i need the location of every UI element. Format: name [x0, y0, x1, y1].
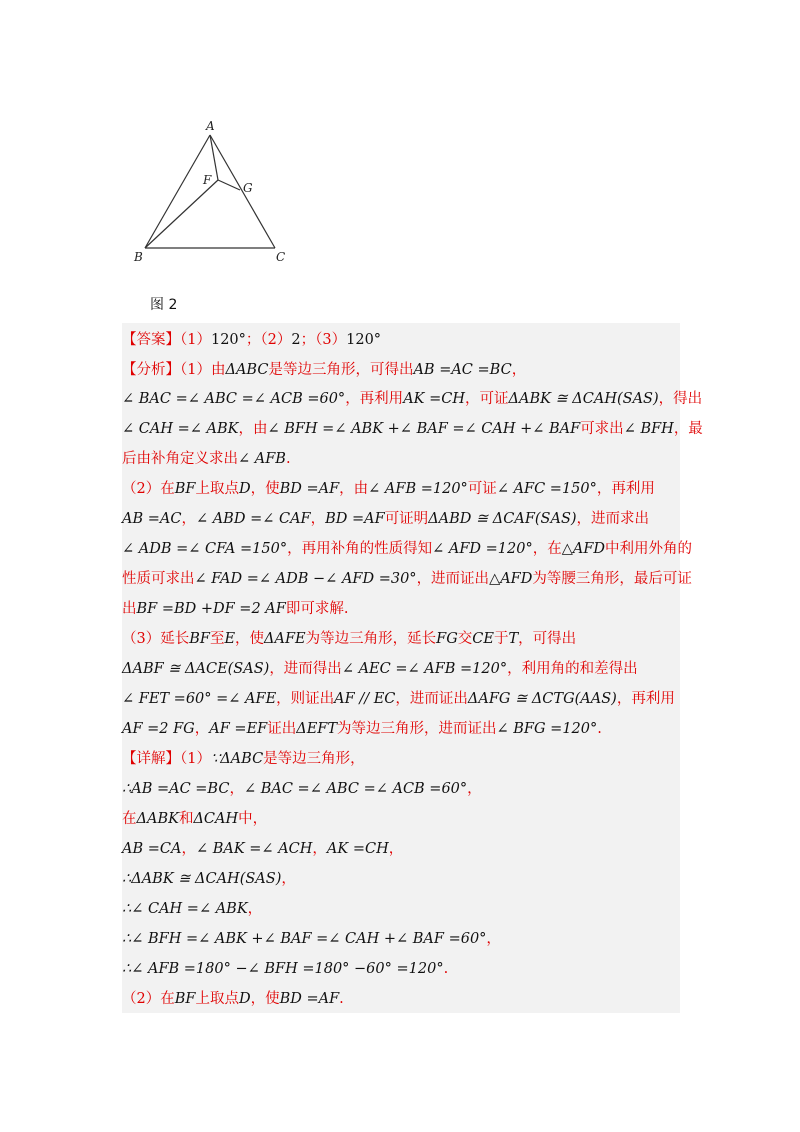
point-label-f: F: [203, 173, 212, 187]
text-run: 性质可求出: [122, 571, 195, 587]
text-run: 【答案】（1）: [122, 332, 211, 348]
text-run: 于: [493, 631, 509, 647]
text-run: （3）延长: [122, 631, 190, 647]
math-run: ΔEFT: [296, 721, 338, 737]
math-run: T: [508, 631, 519, 647]
solution-block: [122, 323, 703, 1013]
text-run: ，: [312, 841, 327, 857]
math-run: ΔCAH: [193, 811, 239, 827]
math-run: ∴∠ BFH =∠ ABK +∠ BAF =∠ CAH +∠ BAF =60°: [122, 931, 487, 947]
math-run: BD =AF: [325, 511, 385, 527]
text-run: 为等边三角形，进而证出: [337, 721, 497, 737]
text-run: 可求出: [580, 421, 624, 437]
math-run: BF =BD +DF =2 AF: [136, 601, 286, 617]
text-run: 为等边三角形，延长: [305, 631, 437, 647]
text-run: 至: [209, 631, 225, 647]
solution-line: [122, 804, 680, 834]
solution-line: [122, 774, 680, 804]
segment-ab: [145, 135, 210, 248]
text-run: 即可求解.: [285, 601, 349, 617]
math-run: △AFD: [561, 541, 606, 557]
math-run: ∠ AFB: [238, 451, 286, 467]
text-run: ，: [247, 901, 263, 917]
math-run: ∠ FET =60° =∠ AFE: [122, 691, 277, 707]
solution-line: [122, 594, 680, 624]
solution-line: [122, 984, 680, 1014]
math-run: ∠ BFH =∠ ABK +∠ BAF =∠ CAH +∠ BAF: [267, 421, 581, 437]
text-run: 是等边三角形，: [263, 751, 365, 767]
text-run: 【分析】（1）由: [122, 362, 226, 378]
text-run: ；（2）: [245, 332, 292, 348]
math-run: D: [238, 991, 251, 1007]
text-run: 出: [122, 601, 137, 617]
solution-line: [122, 924, 680, 954]
math-run: ΔABK: [136, 811, 179, 827]
math-run: ∠ BAK =∠ ACH: [195, 841, 313, 857]
text-run: ，进而证出: [416, 571, 490, 587]
text-run: ，使: [250, 991, 280, 1007]
text-run: ，: [388, 841, 404, 857]
text-run: .: [339, 991, 344, 1007]
text-run: .: [597, 721, 602, 737]
text-run: ，: [511, 362, 527, 378]
math-run: ∠ AFC =150°: [496, 481, 597, 497]
math-run: AK =CH: [403, 391, 465, 407]
math-run: ∴AB =AC =BC: [122, 781, 230, 797]
math-run: ∠ CAH =∠ ABK: [122, 421, 239, 437]
math-run: ∠ ADB =∠ CFA =150°: [122, 541, 288, 557]
text-run: ，: [229, 781, 244, 797]
solution-line: [122, 714, 680, 744]
math-run: ΔAFG ≅ ΔCTG(AAS): [467, 691, 617, 707]
math-run: ΔABF ≅ ΔACE(SAS): [122, 661, 270, 677]
text-run: 中利用外角的: [605, 541, 693, 557]
text-run: ，由: [238, 421, 268, 437]
solution-line: [122, 355, 680, 385]
text-run: ，可得出: [518, 631, 577, 647]
solution-line: [122, 384, 703, 414]
figure-caption: 图 2: [150, 297, 178, 313]
math-run: AK =CH: [326, 841, 389, 857]
text-run: ，可证: [465, 391, 509, 407]
text-run: ，进而求出: [576, 511, 650, 527]
point-label-b: B: [134, 250, 143, 264]
solution-line: [122, 864, 680, 894]
solution-line: [122, 504, 680, 534]
math-run: ∴∠ AFB =180° −∠ BFH =180° −60° =120°: [122, 961, 444, 977]
text-run: ，使: [250, 481, 280, 497]
point-label-c: C: [276, 250, 286, 264]
math-run: 2: [291, 332, 301, 348]
math-run: BD =AF: [279, 481, 340, 497]
text-run: （2）在: [122, 481, 175, 497]
text-run: 证出: [267, 721, 297, 737]
text-run: 是等边三角形，可得出: [268, 362, 414, 378]
text-run: ；（3）: [300, 332, 347, 348]
math-run: ∠ ABD =∠ CAF: [195, 511, 311, 527]
solution-line: [122, 894, 680, 924]
text-run: ，由: [339, 481, 369, 497]
math-run: AB =AC: [122, 511, 182, 527]
solution-line: [122, 744, 680, 774]
math-run: ∠ AEC =∠ AFB =120°: [341, 661, 508, 677]
text-run: .: [285, 451, 291, 467]
math-run: ΔABC: [225, 362, 269, 378]
math-run: ∠ BFG =120°: [496, 721, 598, 737]
math-run: ΔABK ≅ ΔCAH(SAS): [508, 391, 659, 407]
text-run: ，: [181, 841, 196, 857]
segment-bf: [145, 180, 218, 248]
math-run: AF =EF: [209, 721, 268, 737]
math-run: FG: [436, 631, 458, 647]
text-run: 可证明: [384, 511, 429, 527]
math-run: BF: [189, 631, 210, 647]
text-run: ，则证出: [276, 691, 335, 707]
math-run: ∠ FAD =∠ ADB −∠ AFD =30°: [194, 571, 417, 587]
text-run: （2）在: [122, 991, 175, 1007]
text-run: 和: [178, 811, 194, 827]
text-run: 中，: [238, 811, 268, 827]
text-run: .: [443, 961, 449, 977]
math-run: ∴∠ CAH =∠ ABK: [122, 901, 248, 917]
solution-line: [122, 684, 680, 714]
text-run: ，得出: [658, 391, 703, 407]
math-run: ∠ BAC =∠ ABC =∠ ACB =60°: [243, 781, 468, 797]
math-run: ∴ΔABK ≅ ΔCAH(SAS): [122, 871, 282, 887]
text-run: 为等腰三角形，最后可证: [532, 571, 692, 587]
math-run: BF: [174, 481, 196, 497]
math-run: D: [238, 481, 251, 497]
math-run: BF: [174, 991, 196, 1007]
text-run: 后由补角定义求出: [122, 451, 238, 467]
text-run: ，再用补角的性质得知: [287, 541, 433, 557]
solution-line: [122, 954, 680, 984]
math-run: ΔAFE: [264, 631, 306, 647]
solution-line: [122, 444, 680, 474]
math-run: ∠ BFH: [623, 421, 674, 437]
text-run: ，最: [673, 421, 703, 437]
text-run: 可证: [467, 481, 497, 497]
math-run: AB =CA: [122, 841, 182, 857]
math-run: CE: [472, 631, 494, 647]
solution-line: [122, 414, 703, 444]
text-run: 上取点: [195, 481, 239, 497]
math-run: BD =AF: [279, 991, 340, 1007]
text-run: 【详解】（1）: [122, 751, 211, 767]
math-run: ∵ΔABC: [210, 751, 264, 767]
text-run: ，: [281, 871, 296, 887]
text-run: ，再利用: [345, 391, 404, 407]
solution-line: [122, 325, 680, 355]
text-run: ，: [310, 511, 326, 527]
text-run: 上取点: [195, 991, 239, 1007]
text-run: ，进而得出: [269, 661, 342, 677]
solution-line: [122, 654, 680, 684]
text-run: ，: [181, 511, 196, 527]
text-run: ，再利用: [596, 481, 655, 497]
text-run: ，进而证出: [395, 691, 468, 707]
solution-line: [122, 534, 693, 564]
math-run: ΔABD ≅ ΔCAF(SAS): [428, 511, 577, 527]
math-run: AF // EC: [334, 691, 396, 707]
math-run: AF =2 FG: [122, 721, 195, 737]
math-run: ∠ AFB =120°: [368, 481, 468, 497]
text-run: ，: [467, 781, 482, 797]
text-run: ，再利用: [616, 691, 675, 707]
point-label-a: A: [206, 119, 215, 133]
geometry-figure: [130, 118, 300, 268]
text-run: ，使: [235, 631, 265, 647]
solution-line: [122, 624, 680, 654]
solution-line: [122, 564, 692, 594]
math-run: ∠ AFD =120°: [432, 541, 533, 557]
text-run: 交: [457, 631, 473, 647]
math-run: 120°: [210, 332, 246, 348]
math-run: △AFD: [489, 571, 533, 587]
text-run: ，在: [532, 541, 562, 557]
math-run: E: [224, 631, 236, 647]
solution-line: [122, 474, 680, 504]
text-run: ，利用角的和差得出: [507, 661, 638, 677]
math-run: AB =AC =BC: [413, 362, 512, 378]
point-label-g: G: [243, 181, 253, 195]
text-run: ，: [486, 931, 501, 947]
text-run: ，: [194, 721, 210, 737]
text-run: 在: [122, 811, 137, 827]
triangle-diagram: [130, 118, 300, 268]
math-run: 120°: [346, 332, 382, 348]
solution-line: [122, 834, 680, 864]
math-run: ∠ BAC =∠ ABC =∠ ACB =60°: [122, 391, 346, 407]
